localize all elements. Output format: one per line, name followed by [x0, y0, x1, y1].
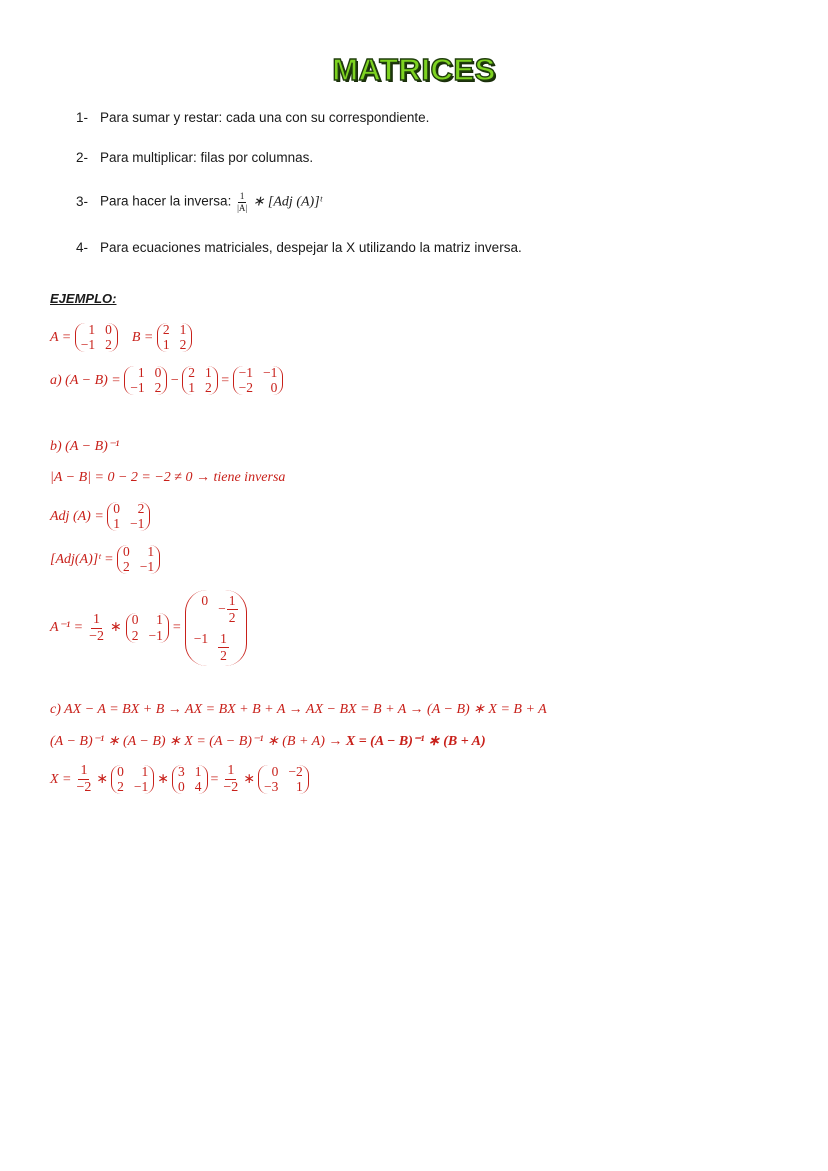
- determinant-text: |A − B| = 0 − 2 = −2 ≠ 0 → tiene inversa: [50, 470, 286, 485]
- fraction-denominator: −2: [89, 628, 104, 644]
- rule-number: 4-: [76, 240, 89, 255]
- fraction-numerator: 1: [239, 191, 245, 201]
- adjoint-transpose-label: [Adj(A)]ᵗ =: [50, 551, 114, 567]
- fraction-denominator: 2: [220, 647, 227, 663]
- adjoint-transpose-line: [50, 545, 160, 574]
- matrix-cell: 1: [162, 337, 170, 353]
- matrix-cell: 2: [123, 559, 130, 575]
- equals-sign: =: [221, 372, 230, 388]
- inverse-label: A⁻¹ =: [50, 620, 84, 635]
- matrix-inverse-result: [185, 590, 247, 666]
- rule-number: 2-: [76, 150, 89, 165]
- fraction-denominator: |A|: [237, 203, 248, 213]
- matrix-cell: 0: [117, 763, 124, 779]
- minus-sign: −: [218, 600, 226, 616]
- part-a-label: a) (A − B) =: [50, 372, 121, 388]
- rule-4: [76, 240, 522, 255]
- matrix-cell: −2: [238, 380, 254, 396]
- part-b-label: [50, 440, 119, 454]
- rule-3: [76, 192, 322, 213]
- matrix-cell: 1: [137, 365, 145, 380]
- rule-number: 1-: [76, 110, 89, 125]
- matrix-cell: −1: [263, 365, 278, 380]
- matrix-solution: [258, 765, 309, 794]
- matrix-cell: 2: [188, 365, 196, 380]
- rule-text: Para multiplicar: filas por columnas.: [100, 150, 314, 165]
- matrix-adj-a: [107, 502, 150, 531]
- x-label: X =: [50, 771, 72, 787]
- matrix-b-plus-a: [172, 765, 208, 794]
- matrix-cell: −1: [133, 779, 149, 794]
- minus-sign: −: [170, 372, 179, 388]
- fraction-numerator: 1: [220, 631, 227, 646]
- fraction-numerator: 1: [227, 763, 235, 778]
- inverse-formula-rest: ∗ [Adj (A)]ᵗ: [252, 194, 322, 210]
- solution-fraction: [221, 764, 240, 795]
- equals-sign: =: [210, 771, 219, 787]
- matrix-cell: 0: [178, 779, 185, 794]
- matrix-b: [182, 366, 218, 395]
- matrix-cell: −2: [288, 763, 303, 779]
- matrix-cell: −1: [80, 337, 96, 353]
- matrix-a: [75, 323, 118, 352]
- rule-text: Para hacer la inversa:: [100, 193, 232, 209]
- times-sign: ∗: [243, 771, 256, 787]
- matrix-fraction: [218, 632, 229, 662]
- matrix-adj-a-transpose: [126, 613, 169, 642]
- rule-text: Para ecuaciones matriciales, despejar la X utilizando la matriz inversa.: [100, 240, 522, 255]
- matrix-cell: 0: [154, 365, 162, 380]
- part-c-line-1: [50, 703, 547, 717]
- matrix-a-minus-b: [233, 366, 284, 395]
- times-sign: ∗: [157, 771, 169, 787]
- example-heading: EJEMPLO:: [50, 291, 117, 306]
- matrix-cell: [218, 632, 237, 662]
- matrix-cell: 1: [88, 322, 96, 337]
- matrix-cell: 1: [188, 380, 196, 396]
- matrix-definitions: [50, 323, 192, 352]
- page-title: MATRICES: [332, 52, 496, 87]
- fraction-denominator: −2: [223, 780, 239, 795]
- inverse-line: [50, 590, 247, 666]
- matrix-cell: −1: [130, 380, 145, 396]
- matrix-cell: 2: [137, 501, 145, 516]
- matrix-cell: 1: [205, 365, 212, 380]
- part-c-text-2a: (A − B)⁻¹ ∗ (A − B) ∗ X = (A − B)⁻¹ ∗ (B + A) →: [50, 734, 346, 749]
- matrix-cell: −1: [238, 365, 254, 380]
- matrix-cell: 0: [201, 593, 209, 608]
- matrix-cell: −3: [264, 779, 279, 794]
- matrix-cell: −1: [193, 631, 209, 646]
- x-solution-line: [50, 764, 309, 795]
- rule-text: Para sumar y restar: cada una con su correspondiente.: [100, 110, 430, 125]
- matrix-cell: 2: [154, 380, 162, 396]
- matrix-cell: 1: [194, 763, 202, 779]
- part-c-line-2: [50, 735, 486, 749]
- matrix-cell: 0: [270, 380, 278, 396]
- solution-fraction: [75, 764, 94, 795]
- times-sign: ∗: [96, 771, 109, 787]
- rule-number: 3-: [76, 193, 89, 209]
- matrix-cell: 0: [105, 322, 112, 337]
- determinant-line: [50, 471, 285, 485]
- fraction-denominator: 2: [228, 609, 236, 625]
- matrix-cell: −1: [130, 516, 145, 532]
- matrix-cell: 0: [271, 763, 279, 779]
- matrix-cell: 2: [131, 627, 139, 643]
- matrix-cell: 1: [156, 612, 163, 628]
- matrix-cell: 0: [131, 612, 139, 628]
- inverse-formula-fraction: [235, 192, 249, 213]
- matrix-b-label: B =: [131, 329, 154, 345]
- fraction-denominator: −2: [76, 780, 92, 795]
- matrix-cell: 2: [179, 337, 187, 353]
- part-c-text-1: c) AX − A = BX + B → AX = BX + B + A → AX − BX = B + A → (A − B) ∗ X = B + A: [50, 702, 547, 717]
- matrix-cell: 0: [123, 544, 130, 559]
- matrix-cell: −1: [148, 627, 163, 643]
- rule-1: [76, 110, 429, 125]
- fraction-numerator: 1: [80, 763, 88, 778]
- matrix-adj-a-transpose: [111, 765, 154, 794]
- matrix-cell: 1: [179, 322, 187, 337]
- matrix-a-label: A =: [50, 329, 72, 345]
- matrix-cell: 0: [113, 501, 121, 516]
- matrix-cell: 3: [178, 763, 185, 779]
- inverse-fraction: [87, 613, 106, 644]
- matrix-cell: 2: [117, 779, 124, 794]
- matrix-cell: 1: [147, 544, 155, 559]
- matrix-cell: 1: [296, 779, 303, 794]
- inverse-formula: [235, 192, 322, 213]
- part-c-text-2b: X = (A − B)⁻¹ ∗ (B + A): [345, 734, 486, 749]
- part-a-line: [50, 366, 283, 395]
- matrix-b: [157, 323, 193, 352]
- times-sign: ∗: [110, 620, 122, 635]
- equals-sign: =: [172, 620, 181, 635]
- matrix-cell: 1: [113, 516, 121, 532]
- fraction-numerator: 1: [228, 593, 236, 608]
- matrix-adj-a-transpose: [117, 545, 160, 574]
- matrix-a: [124, 366, 167, 395]
- rule-2: [76, 150, 313, 165]
- adjoint-line: [50, 502, 150, 531]
- adjoint-label: Adj (A) =: [50, 508, 104, 524]
- fraction-numerator: 1: [93, 611, 101, 627]
- matrix-cell: 2: [105, 337, 112, 353]
- matrix-cell: 4: [194, 779, 202, 794]
- part-b-text: b) (A − B)⁻¹: [50, 439, 120, 454]
- matrix-cell: [218, 594, 237, 624]
- matrix-cell: 1: [141, 763, 149, 779]
- matrix-cell: −1: [139, 559, 155, 575]
- matrix-cell: 2: [205, 380, 212, 396]
- matrix-fraction: [227, 594, 238, 624]
- matrix-cell: 2: [162, 322, 170, 337]
